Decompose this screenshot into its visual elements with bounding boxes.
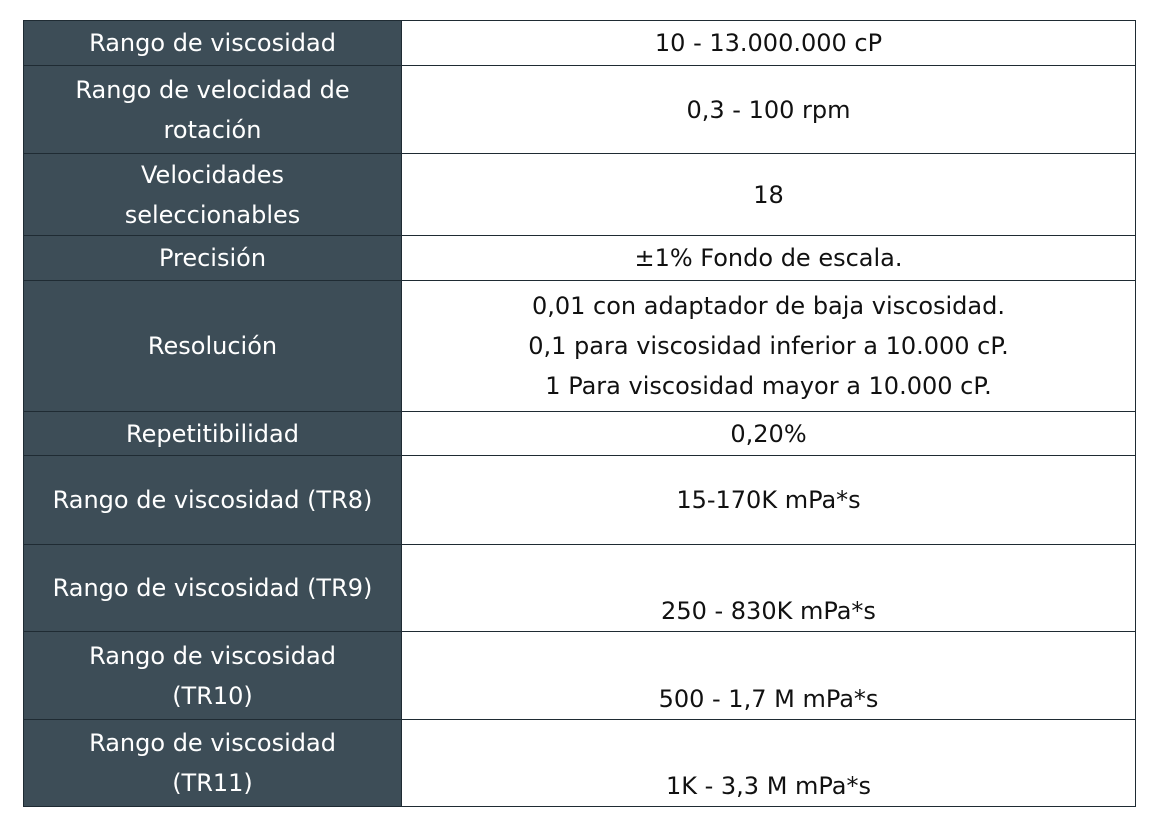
spec-value: 250 - 830K mPa*s: [402, 545, 1136, 632]
spec-label: [24, 154, 402, 236]
table-row: [24, 720, 1136, 807]
table-row: [24, 632, 1136, 720]
spec-label-line: Rango de viscosidad: [89, 641, 336, 670]
table-row: [24, 154, 1136, 236]
spec-value: 18: [402, 154, 1136, 236]
table-row: [24, 236, 1136, 281]
spec-value: 0,20%: [402, 412, 1136, 456]
spec-label: Repetitibilidad: [24, 412, 402, 456]
spec-label-line: Rango de viscosidad: [89, 729, 336, 757]
spec-label: Rango de viscosidad: [24, 21, 402, 66]
spec-value-line: 0,1 para viscosidad inferior a 10.000 cP.: [528, 332, 1009, 360]
table-row: [24, 281, 1136, 412]
spec-value: 1K - 3,3 M mPa*s: [402, 720, 1136, 807]
table-row: [24, 412, 1136, 456]
spec-label: Precisión: [24, 236, 402, 281]
spec-label: [24, 720, 402, 807]
spec-label: Resolución: [24, 281, 402, 412]
spec-value: [402, 281, 1136, 412]
table-row: [24, 545, 1136, 632]
spec-label-line: rotación: [163, 115, 262, 144]
spec-value: 10 - 13.000.000 cP: [402, 21, 1136, 66]
spec-label: Rango de viscosidad (TR9): [24, 545, 402, 632]
specifications-table: [23, 20, 1136, 807]
spec-value-line: 0,01 con adaptador de baja viscosidad.: [531, 292, 1005, 320]
spec-label-line: (TR11): [172, 769, 253, 797]
spec-label: [24, 632, 402, 720]
spec-label: Rango de viscosidad (TR8): [24, 456, 402, 545]
spec-label-line: seleccionables: [124, 200, 301, 229]
spec-value: ±1% Fondo de escala.: [402, 236, 1136, 281]
spec-value: 0,3 - 100 rpm: [402, 66, 1136, 154]
spec-value: 500 - 1,7 M mPa*s: [402, 632, 1136, 720]
spec-label-line: Rango de velocidad de: [75, 75, 350, 104]
spec-label-line: (TR10): [172, 681, 253, 710]
spec-label: [24, 66, 402, 154]
table-row: [24, 66, 1136, 154]
table-row: [24, 456, 1136, 545]
table-row: [24, 21, 1136, 66]
spec-value-line: 1 Para viscosidad mayor a 10.000 cP.: [545, 372, 992, 400]
spec-label-line: Velocidades: [141, 160, 284, 189]
spec-value: 15-170K mPa*s: [402, 456, 1136, 545]
